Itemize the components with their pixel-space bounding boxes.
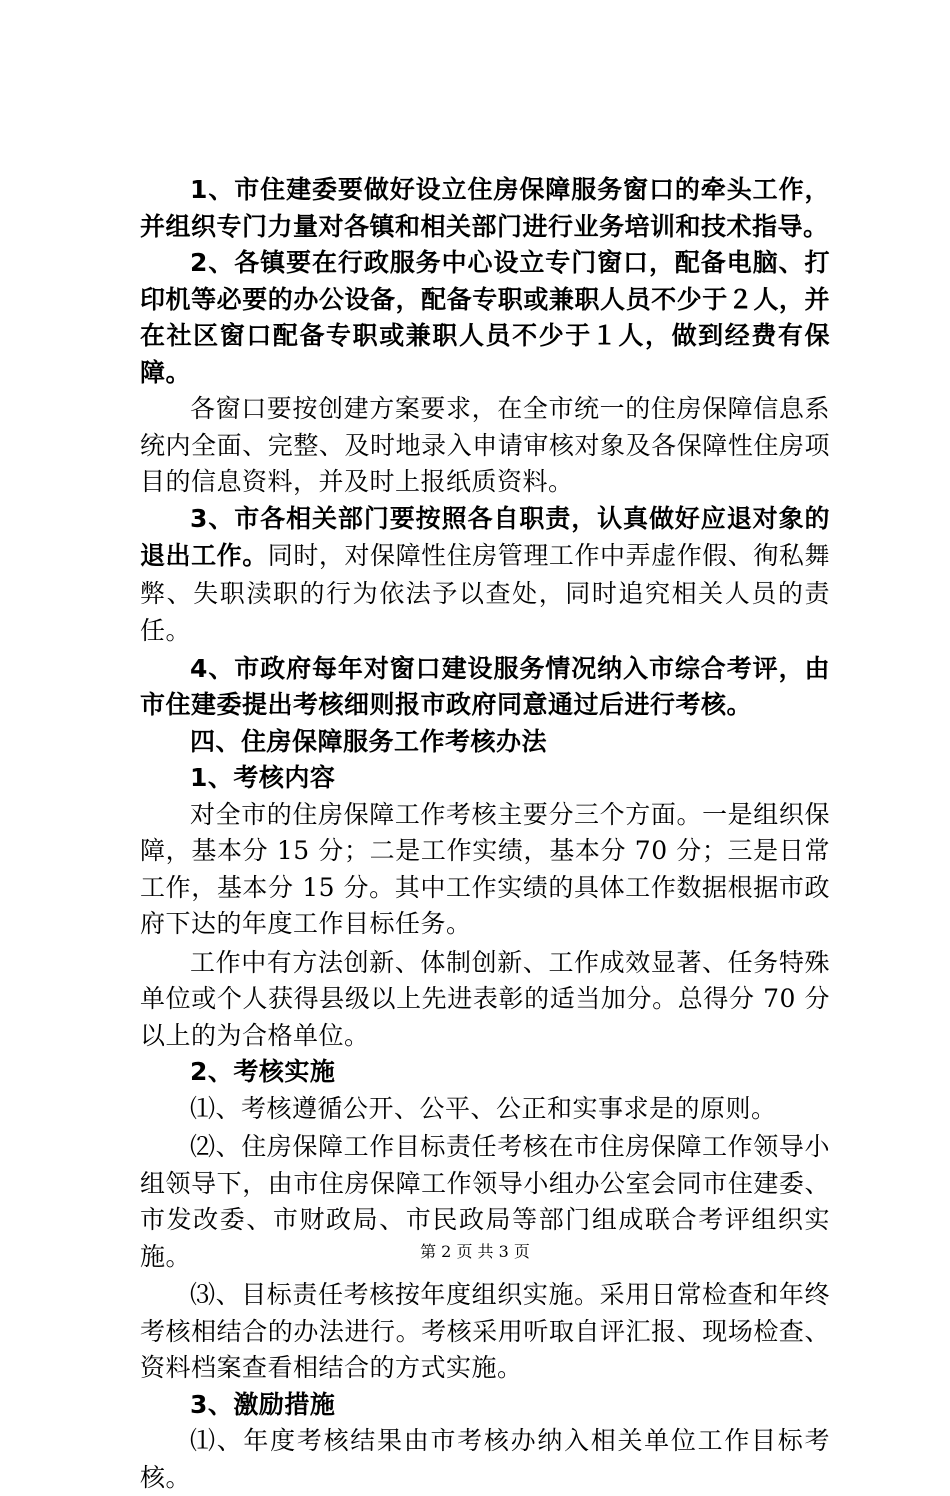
page-number-footer: 第 2 页 共 3 页 bbox=[420, 1242, 530, 1261]
paragraph-bonus-points: 工作中有方法创新、体制创新、工作成效显著、任务特殊单位或个人获得县级以上先进表彰的适当加分。总得分 70 分以上的为合格单位。 bbox=[140, 947, 830, 1050]
subheading-assessment-implementation: 2、考核实施 bbox=[190, 1057, 336, 1086]
subheading-assessment-content: 1、考核内容 bbox=[190, 763, 336, 792]
item-incentive-1: ⑴、年度考核结果由市考核办纳入相关单位工作目标考核。 bbox=[140, 1426, 830, 1492]
paragraph-1: 1、市住建委要做好设立住房保障服务窗口的牵头工作，并组织专门力量对各镇和相关部门进行业务培训和技术指导。 bbox=[140, 175, 830, 241]
item-implementation-3: ⑶、目标责任考核按年度组织实施。采用日常检查和年终考核相结合的办法进行。考核采用听取自评汇报、现场检查、资料档案查看相结合的方式实施。 bbox=[140, 1280, 830, 1382]
paragraph-assessment-scope: 对全市的住房保障工作考核主要分三个方面。一是组织保障，基本分 15 分；二是工作实绩，基本分 70 分；三是日常工作，基本分 15 分。其中工作实绩的具体工作数据根据市政府下达的年度工作目标任务。 bbox=[140, 799, 830, 938]
subheading-incentives: 3、激励措施 bbox=[190, 1389, 336, 1419]
paragraph-5: 4、市政府每年对窗口建设服务情况纳入市综合考评，由市住建委提出考核细则报市政府同意通过后进行考核。 bbox=[140, 653, 830, 719]
paragraph-4-lead: 3、市各相关部门要按照各自职责，认真做好应退对象的退出工作。 bbox=[140, 503, 830, 570]
document-body bbox=[140, 172, 830, 1496]
section-heading-4: 四、住房保障服务工作考核办法 bbox=[190, 726, 548, 756]
paragraph-3: 各窗口要按创建方案要求，在全市统一的住房保障信息系统内全面、完整、及时地录入申请审核对象及各保障性住房项目的信息资料，并及时上报纸质资料。 bbox=[140, 394, 830, 496]
item-implementation-2: ⑵、住房保障工作目标责任考核在市住房保障工作领导小组领导下，由市住房保障工作领导小组办公室会同市住建委、市发改委、市财政局、市民政局等部门组成联合考评组织实施。 bbox=[140, 1132, 830, 1271]
paragraph-4 bbox=[140, 501, 830, 651]
item-implementation-1: ⑴、考核遵循公开、公平、公正和实事求是的原则。 bbox=[190, 1093, 777, 1123]
paragraph-2: 2、各镇要在行政服务中心设立专门窗口，配备电脑、打印机等必要的办公设备，配备专职或兼职人员不少于２人，并在社区窗口配备专职或兼职人员不少于１人，做到经费有保障。 bbox=[140, 248, 830, 387]
paragraph-4-continuation: 同时，对保障性住房管理工作中弄虚作假、徇私舞弊、失职渎职的行为依法予以查处，同时追究相关人员的责任。 bbox=[140, 541, 830, 645]
